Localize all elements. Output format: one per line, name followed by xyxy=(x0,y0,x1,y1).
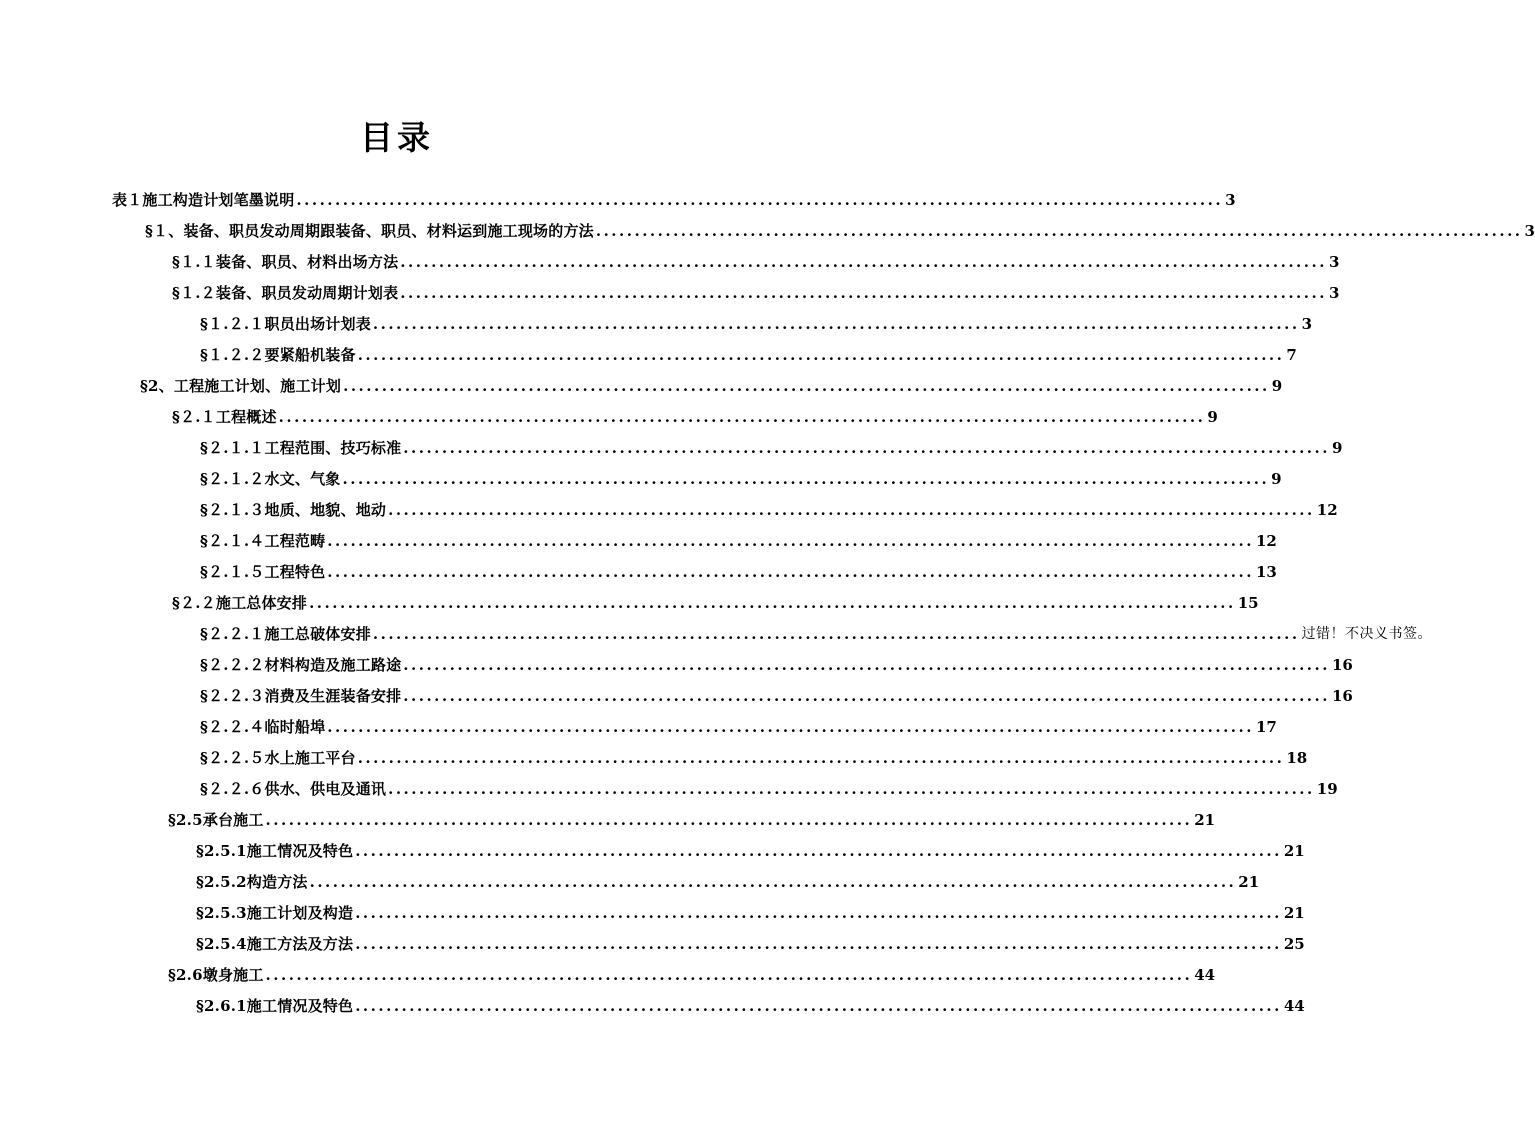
toc-dot-leader: ........................................................................................................................ xyxy=(355,935,1282,953)
toc-page-number: 21 xyxy=(1238,873,1260,891)
toc-entry-label: §２.２.２材料构造及施工路途 xyxy=(200,656,402,674)
toc-entry[interactable] xyxy=(200,743,1308,767)
toc-page-number: 7 xyxy=(1286,346,1297,364)
toc-entry[interactable] xyxy=(200,557,1277,581)
toc-dot-leader: ........................................................................................................................ xyxy=(278,408,1206,426)
toc-entry[interactable] xyxy=(200,650,1353,674)
toc-entry-label: 表１施工构造计划笔墨说明 xyxy=(112,191,295,209)
toc-dot-leader: ........................................................................................................................ xyxy=(400,284,1327,302)
toc-page-number: 21 xyxy=(1283,842,1305,860)
toc-page-number: 3 xyxy=(1328,253,1340,271)
toc-page-number: 3 xyxy=(1328,284,1340,302)
toc-page-number: 12 xyxy=(1316,501,1338,519)
toc-entry-label: §2.6.1施工情况及特色 xyxy=(196,997,354,1015)
toc-entry[interactable] xyxy=(200,526,1277,550)
toc-entry[interactable] xyxy=(200,309,1312,333)
toc-entry[interactable] xyxy=(200,340,1297,364)
toc-entry-label: §2.5.1施工情况及特色 xyxy=(196,842,354,860)
toc-dot-leader: ........................................................................................................................ xyxy=(595,222,1523,240)
toc-title: 目录 xyxy=(360,118,434,157)
toc-entry-label: §２.２.３消费及生涯装备安排 xyxy=(200,687,402,705)
toc-entry[interactable] xyxy=(196,898,1305,922)
toc-dot-leader: ........................................................................................................................ xyxy=(388,501,1315,519)
toc-dot-leader: ........................................................................................................................ xyxy=(355,842,1282,860)
toc-entry[interactable] xyxy=(172,402,1218,426)
toc-entry[interactable] xyxy=(200,433,1343,457)
toc-entry[interactable] xyxy=(172,278,1340,302)
toc-dot-leader: ........................................................................................................................ xyxy=(327,563,1254,581)
toc-entry-label: §2.5.3施工计划及构造 xyxy=(196,904,354,922)
toc-entry-label: §２.１.２水文、气象 xyxy=(200,470,341,488)
toc-dot-leader: ........................................................................................................................ xyxy=(327,718,1254,736)
toc-entry[interactable] xyxy=(172,247,1340,271)
toc-dot-leader: ........................................................................................................................ xyxy=(403,439,1330,457)
toc-entry[interactable] xyxy=(112,185,1236,209)
toc-dot-leader: ........................................................................................................................ xyxy=(296,191,1224,209)
toc-entry-label: §2.5.2构造方法 xyxy=(196,873,308,891)
toc-entry[interactable] xyxy=(196,836,1305,860)
toc-dot-leader: ........................................................................................................................ xyxy=(342,470,1270,488)
toc-entry-label: §１.１装备、职员、材料出场方法 xyxy=(172,253,399,271)
toc-entry-label: §2、工程施工计划、施工计划 xyxy=(140,377,342,395)
toc-entry-label: §２.１.１工程范围、技巧标准 xyxy=(200,439,402,457)
toc-entry-label: §２.２施工总体安排 xyxy=(172,594,308,612)
toc-page-number: 过错！不决义书签。 xyxy=(1301,626,1433,642)
toc-page-number: 16 xyxy=(1331,687,1353,705)
toc-page-number: 9 xyxy=(1271,377,1283,395)
toc-entry[interactable] xyxy=(200,464,1282,488)
toc-dot-leader: ........................................................................................................................ xyxy=(343,377,1270,395)
toc-entry-label: §2.5承台施工 xyxy=(168,811,264,829)
toc-dot-leader: ........................................................................................................................ xyxy=(327,532,1254,550)
toc-entry-label: §2.5.4施工方法及方法 xyxy=(196,935,354,953)
toc-entry-label: §１.２.２要紧船机装备 xyxy=(200,346,356,364)
toc-dot-leader: ........................................................................................................................ xyxy=(357,346,1285,364)
toc-page-number: 16 xyxy=(1331,656,1353,674)
toc-page-number: 9 xyxy=(1207,408,1218,426)
toc-entry[interactable] xyxy=(196,929,1305,953)
toc-page-number: 25 xyxy=(1283,935,1305,953)
toc-page-number: 18 xyxy=(1286,749,1308,767)
toc-entry[interactable] xyxy=(172,588,1259,612)
toc-entry[interactable] xyxy=(140,371,1283,395)
toc-page-number: 12 xyxy=(1255,532,1277,550)
toc-entry[interactable] xyxy=(200,681,1353,705)
toc-entry[interactable] xyxy=(168,805,1216,829)
toc-page-number: 3 xyxy=(1301,315,1312,333)
toc-dot-leader: ........................................................................................................................ xyxy=(372,625,1300,643)
toc-dot-leader: ........................................................................................................................ xyxy=(372,315,1300,333)
toc-page-number: 44 xyxy=(1283,997,1305,1015)
toc-entry-label: §２.１.５工程特色 xyxy=(200,563,326,581)
toc-dot-leader: ........................................................................................................................ xyxy=(265,966,1193,984)
toc-dot-leader: ........................................................................................................................ xyxy=(357,749,1285,767)
toc-entry-label: §１、装备、职员发动周期跟装备、职员、材料运到施工现场的方法 xyxy=(145,222,594,240)
toc-page-number: 13 xyxy=(1255,563,1277,581)
toc-page-number: 9 xyxy=(1331,439,1343,457)
toc-entry-label: §２.１.４工程范畴 xyxy=(200,532,326,550)
toc-entry-label: §２.２.４临时船埠 xyxy=(200,718,326,736)
toc-dot-leader: ........................................................................................................................ xyxy=(388,780,1315,798)
toc-dot-leader: ........................................................................................................................ xyxy=(265,811,1193,829)
toc-dot-leader: ........................................................................................................................ xyxy=(309,873,1237,891)
toc-entry-label: §１.２装备、职员发动周期计划表 xyxy=(172,284,399,302)
toc-page-number: 44 xyxy=(1194,966,1216,984)
toc-entry-label: §２.１工程概述 xyxy=(172,408,277,426)
toc-entry[interactable] xyxy=(145,216,1535,240)
toc-entry-label: §２.１.３地质、地貌、地动 xyxy=(200,501,387,519)
toc-page-number: 3 xyxy=(1524,222,1535,240)
toc-dot-leader: ........................................................................................................................ xyxy=(355,904,1282,922)
toc-dot-leader: ........................................................................................................................ xyxy=(400,253,1327,271)
toc-entry[interactable] xyxy=(196,867,1260,891)
toc-page-number: 15 xyxy=(1237,594,1259,612)
toc-entry-label: §2.6墩身施工 xyxy=(168,966,264,984)
toc-dot-leader: ........................................................................................................................ xyxy=(403,687,1330,705)
toc-page-number: 21 xyxy=(1283,904,1305,922)
toc-entry[interactable] xyxy=(200,712,1277,736)
toc-entry-label: §２.２.１施工总破体安排 xyxy=(200,625,371,643)
toc-entry[interactable] xyxy=(196,991,1305,1015)
toc-dot-leader: ........................................................................................................................ xyxy=(355,997,1282,1015)
toc-entry-label: §１.２.１职员出场计划表 xyxy=(200,315,371,333)
toc-entry-label: §２.２.５水上施工平台 xyxy=(200,749,356,767)
toc-entry[interactable] xyxy=(200,619,1433,643)
toc-page-number: 17 xyxy=(1255,718,1277,736)
toc-entry[interactable] xyxy=(168,960,1216,984)
toc-page-number: 19 xyxy=(1316,780,1338,798)
toc-page-number: 9 xyxy=(1271,470,1282,488)
toc-dot-leader: ........................................................................................................................ xyxy=(309,594,1236,612)
toc-entry[interactable] xyxy=(200,774,1338,798)
toc-page-number: 21 xyxy=(1194,811,1216,829)
toc-entry-label: §２.２.６供水、供电及通讯 xyxy=(200,780,387,798)
toc-entry[interactable] xyxy=(200,495,1338,519)
toc-dot-leader: ........................................................................................................................ xyxy=(403,656,1330,674)
toc-page-number: 3 xyxy=(1225,191,1236,209)
